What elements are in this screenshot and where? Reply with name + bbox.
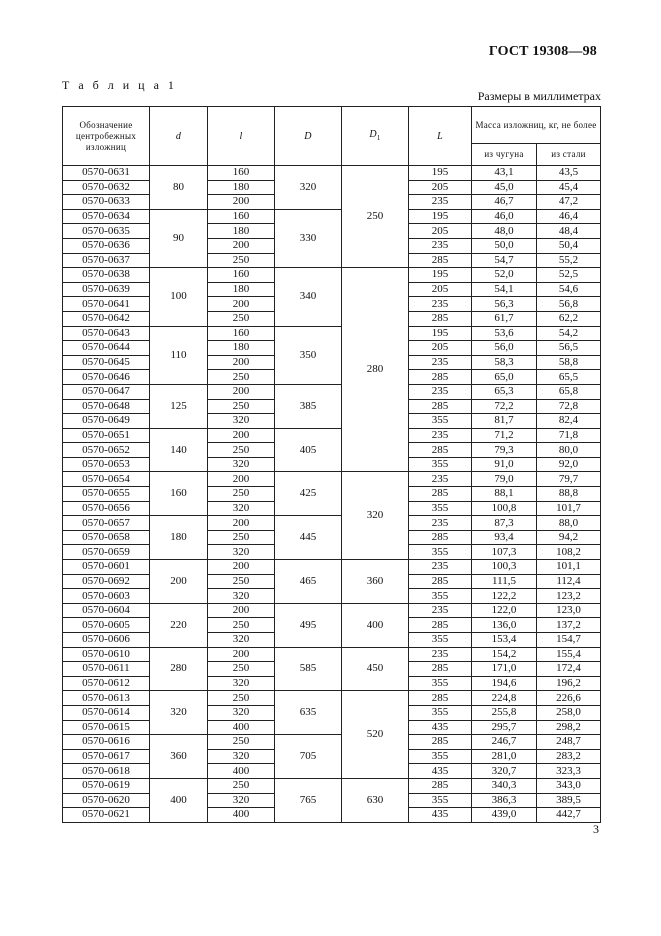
cell-L: 285 <box>409 735 472 750</box>
cell-designation: 0570-0652 <box>63 443 150 458</box>
cell-designation: 0570-0613 <box>63 691 150 706</box>
cell-mass-steel: 56,5 <box>537 341 601 356</box>
cell-designation: 0570-0692 <box>63 574 150 589</box>
dimensions-table <box>62 106 601 823</box>
cell-mass-iron: 43,1 <box>472 166 537 181</box>
cell-mass-iron: 45,0 <box>472 180 537 195</box>
header-D1 <box>342 107 409 166</box>
cell-designation: 0570-0618 <box>63 764 150 779</box>
cell-designation: 0570-0614 <box>63 705 150 720</box>
cell-L: 205 <box>409 282 472 297</box>
table-row <box>63 691 601 706</box>
cell-mass-steel: 88,8 <box>537 487 601 502</box>
cell-mass-iron: 56,3 <box>472 297 537 312</box>
cell-mass-steel: 48,4 <box>537 224 601 239</box>
cell-L: 235 <box>409 472 472 487</box>
cell-l: 200 <box>208 384 275 399</box>
cell-mass-steel: 283,2 <box>537 749 601 764</box>
cell-l: 200 <box>208 647 275 662</box>
cell-mass-iron: 53,6 <box>472 326 537 341</box>
cell-L: 355 <box>409 589 472 604</box>
cell-l: 320 <box>208 705 275 720</box>
cell-d: 90 <box>150 209 208 267</box>
cell-mass-steel: 101,7 <box>537 501 601 516</box>
header-D: D <box>275 107 342 166</box>
cell-L: 195 <box>409 326 472 341</box>
cell-D: 340 <box>275 268 342 326</box>
cell-l: 250 <box>208 311 275 326</box>
cell-l: 200 <box>208 428 275 443</box>
cell-designation: 0570-0641 <box>63 297 150 312</box>
cell-mass-steel: 62,2 <box>537 311 601 326</box>
cell-designation: 0570-0632 <box>63 180 150 195</box>
cell-l: 250 <box>208 530 275 545</box>
cell-L: 205 <box>409 180 472 195</box>
cell-L: 285 <box>409 311 472 326</box>
cell-designation: 0570-0638 <box>63 268 150 283</box>
cell-D1: 400 <box>342 603 409 647</box>
cell-designation: 0570-0606 <box>63 633 150 648</box>
cell-L: 235 <box>409 603 472 618</box>
table-row <box>63 647 601 662</box>
cell-mass-iron: 136,0 <box>472 618 537 633</box>
cell-D1: 250 <box>342 166 409 268</box>
cell-L: 285 <box>409 530 472 545</box>
cell-mass-steel: 55,2 <box>537 253 601 268</box>
cell-mass-iron: 91,0 <box>472 457 537 472</box>
cell-L: 435 <box>409 764 472 779</box>
cell-mass-iron: 88,1 <box>472 487 537 502</box>
table-row <box>63 735 601 750</box>
cell-L: 355 <box>409 749 472 764</box>
cell-d: 100 <box>150 268 208 326</box>
page-number: 3 <box>593 822 599 836</box>
cell-l: 200 <box>208 195 275 210</box>
cell-l: 250 <box>208 735 275 750</box>
cell-l: 250 <box>208 253 275 268</box>
cell-l: 320 <box>208 457 275 472</box>
cell-designation: 0570-0612 <box>63 676 150 691</box>
cell-mass-iron: 107,3 <box>472 545 537 560</box>
cell-mass-steel: 172,4 <box>537 662 601 677</box>
cell-l: 320 <box>208 749 275 764</box>
cell-L: 285 <box>409 574 472 589</box>
cell-mass-steel: 248,7 <box>537 735 601 750</box>
cell-mass-steel: 72,8 <box>537 399 601 414</box>
cell-mass-iron: 50,0 <box>472 238 537 253</box>
cell-mass-steel: 52,5 <box>537 268 601 283</box>
cell-d: 80 <box>150 166 208 210</box>
header-mass-iron: из чугуна <box>472 144 537 166</box>
cell-l: 180 <box>208 224 275 239</box>
cell-D1: 520 <box>342 691 409 779</box>
cell-mass-iron: 439,0 <box>472 808 537 823</box>
cell-d: 360 <box>150 735 208 779</box>
cell-mass-steel: 47,2 <box>537 195 601 210</box>
cell-L: 355 <box>409 705 472 720</box>
cell-designation: 0570-0655 <box>63 487 150 502</box>
cell-designation: 0570-0633 <box>63 195 150 210</box>
cell-mass-iron: 65,0 <box>472 370 537 385</box>
cell-l: 250 <box>208 778 275 793</box>
cell-designation: 0570-0646 <box>63 370 150 385</box>
cell-mass-iron: 320,7 <box>472 764 537 779</box>
table-row <box>63 560 601 575</box>
cell-D1: 360 <box>342 560 409 604</box>
cell-l: 200 <box>208 516 275 531</box>
cell-d: 200 <box>150 560 208 604</box>
cell-mass-iron: 122,2 <box>472 589 537 604</box>
cell-designation: 0570-0605 <box>63 618 150 633</box>
cell-mass-iron: 100,8 <box>472 501 537 516</box>
cell-D1: 280 <box>342 268 409 472</box>
cell-L: 285 <box>409 662 472 677</box>
cell-mass-iron: 295,7 <box>472 720 537 735</box>
cell-mass-steel: 65,8 <box>537 384 601 399</box>
cell-l: 320 <box>208 501 275 516</box>
cell-L: 235 <box>409 297 472 312</box>
header-designation: Обозначение центробежных изложниц <box>63 107 150 166</box>
cell-L: 435 <box>409 808 472 823</box>
cell-L: 235 <box>409 428 472 443</box>
cell-L: 285 <box>409 691 472 706</box>
cell-D: 385 <box>275 384 342 428</box>
cell-mass-iron: 194,6 <box>472 676 537 691</box>
cell-l: 250 <box>208 399 275 414</box>
cell-mass-iron: 61,7 <box>472 311 537 326</box>
cell-l: 200 <box>208 355 275 370</box>
table-label: Т а б л и ц а 1 <box>62 78 177 92</box>
cell-d: 400 <box>150 778 208 822</box>
table-row <box>63 326 601 341</box>
cell-designation: 0570-0658 <box>63 530 150 545</box>
cell-L: 235 <box>409 647 472 662</box>
cell-D: 635 <box>275 691 342 735</box>
cell-L: 285 <box>409 399 472 414</box>
cell-designation: 0570-0647 <box>63 384 150 399</box>
cell-L: 195 <box>409 209 472 224</box>
cell-l: 180 <box>208 180 275 195</box>
cell-l: 400 <box>208 720 275 735</box>
cell-designation: 0570-0619 <box>63 778 150 793</box>
cell-designation: 0570-0645 <box>63 355 150 370</box>
cell-designation: 0570-0601 <box>63 560 150 575</box>
units-note: Размеры в миллиметрах <box>477 89 601 103</box>
cell-designation: 0570-0620 <box>63 793 150 808</box>
cell-D: 405 <box>275 428 342 472</box>
cell-mass-steel: 94,2 <box>537 530 601 545</box>
cell-l: 250 <box>208 691 275 706</box>
cell-mass-steel: 56,8 <box>537 297 601 312</box>
standard-code: ГОСТ 19308—98 <box>488 44 597 59</box>
cell-mass-iron: 54,1 <box>472 282 537 297</box>
cell-l: 200 <box>208 472 275 487</box>
cell-D: 320 <box>275 166 342 210</box>
cell-mass-steel: 155,4 <box>537 647 601 662</box>
header-l: l <box>208 107 275 166</box>
cell-D: 350 <box>275 326 342 384</box>
cell-mass-steel: 154,7 <box>537 633 601 648</box>
cell-l: 160 <box>208 209 275 224</box>
cell-mass-steel: 43,5 <box>537 166 601 181</box>
cell-d: 320 <box>150 691 208 735</box>
cell-l: 320 <box>208 676 275 691</box>
cell-mass-steel: 54,6 <box>537 282 601 297</box>
cell-d: 220 <box>150 603 208 647</box>
cell-designation: 0570-0635 <box>63 224 150 239</box>
cell-D: 585 <box>275 647 342 691</box>
cell-mass-iron: 46,7 <box>472 195 537 210</box>
cell-mass-iron: 154,2 <box>472 647 537 662</box>
cell-l: 250 <box>208 487 275 502</box>
cell-D1: 320 <box>342 472 409 560</box>
cell-designation: 0570-0615 <box>63 720 150 735</box>
cell-mass-iron: 246,7 <box>472 735 537 750</box>
cell-l: 320 <box>208 633 275 648</box>
cell-D: 705 <box>275 735 342 779</box>
cell-D1: 630 <box>342 778 409 822</box>
cell-designation: 0570-0651 <box>63 428 150 443</box>
cell-designation: 0570-0653 <box>63 457 150 472</box>
cell-mass-steel: 323,3 <box>537 764 601 779</box>
cell-d: 110 <box>150 326 208 384</box>
cell-l: 250 <box>208 370 275 385</box>
cell-L: 435 <box>409 720 472 735</box>
cell-L: 355 <box>409 501 472 516</box>
cell-L: 235 <box>409 560 472 575</box>
cell-mass-iron: 153,4 <box>472 633 537 648</box>
cell-mass-steel: 65,5 <box>537 370 601 385</box>
cell-mass-iron: 81,7 <box>472 414 537 429</box>
cell-mass-iron: 93,4 <box>472 530 537 545</box>
cell-L: 285 <box>409 778 472 793</box>
cell-L: 195 <box>409 268 472 283</box>
cell-mass-iron: 46,0 <box>472 209 537 224</box>
cell-mass-steel: 80,0 <box>537 443 601 458</box>
cell-L: 205 <box>409 224 472 239</box>
cell-designation: 0570-0610 <box>63 647 150 662</box>
cell-mass-steel: 442,7 <box>537 808 601 823</box>
table-row <box>63 209 601 224</box>
cell-designation: 0570-0634 <box>63 209 150 224</box>
cell-l: 320 <box>208 589 275 604</box>
cell-mass-iron: 79,3 <box>472 443 537 458</box>
cell-L: 235 <box>409 195 472 210</box>
cell-mass-iron: 224,8 <box>472 691 537 706</box>
cell-mass-iron: 72,2 <box>472 399 537 414</box>
cell-l: 200 <box>208 297 275 312</box>
table-row <box>63 778 601 793</box>
cell-designation: 0570-0639 <box>63 282 150 297</box>
table-row <box>63 516 601 531</box>
cell-designation: 0570-0654 <box>63 472 150 487</box>
cell-mass-steel: 298,2 <box>537 720 601 735</box>
cell-designation: 0570-0649 <box>63 414 150 429</box>
cell-mass-iron: 52,0 <box>472 268 537 283</box>
header-mass-steel: из стали <box>537 144 601 166</box>
cell-L: 285 <box>409 618 472 633</box>
cell-L: 235 <box>409 355 472 370</box>
cell-l: 250 <box>208 618 275 633</box>
cell-designation: 0570-0642 <box>63 311 150 326</box>
cell-mass-steel: 54,2 <box>537 326 601 341</box>
cell-L: 235 <box>409 238 472 253</box>
header-D1-letter: D <box>369 128 377 140</box>
cell-d: 140 <box>150 428 208 472</box>
cell-l: 320 <box>208 414 275 429</box>
cell-l: 320 <box>208 545 275 560</box>
cell-mass-steel: 123,0 <box>537 603 601 618</box>
cell-mass-iron: 56,0 <box>472 341 537 356</box>
cell-mass-steel: 71,8 <box>537 428 601 443</box>
cell-L: 235 <box>409 384 472 399</box>
table-row <box>63 384 601 399</box>
cell-designation: 0570-0656 <box>63 501 150 516</box>
cell-L: 355 <box>409 633 472 648</box>
cell-mass-steel: 123,2 <box>537 589 601 604</box>
cell-D: 445 <box>275 516 342 560</box>
cell-D: 425 <box>275 472 342 516</box>
cell-l: 200 <box>208 560 275 575</box>
cell-mass-iron: 386,3 <box>472 793 537 808</box>
cell-mass-steel: 58,8 <box>537 355 601 370</box>
table-row <box>63 166 601 181</box>
header-d: d <box>150 107 208 166</box>
cell-D: 495 <box>275 603 342 647</box>
cell-designation: 0570-0659 <box>63 545 150 560</box>
table-row <box>63 472 601 487</box>
cell-d: 280 <box>150 647 208 691</box>
cell-designation: 0570-0636 <box>63 238 150 253</box>
cell-mass-iron: 65,3 <box>472 384 537 399</box>
cell-mass-steel: 45,4 <box>537 180 601 195</box>
cell-L: 195 <box>409 166 472 181</box>
cell-L: 285 <box>409 253 472 268</box>
cell-L: 285 <box>409 443 472 458</box>
cell-d: 180 <box>150 516 208 560</box>
cell-l: 180 <box>208 282 275 297</box>
cell-l: 200 <box>208 603 275 618</box>
table-body <box>63 166 601 823</box>
cell-l: 160 <box>208 268 275 283</box>
cell-mass-steel: 343,0 <box>537 778 601 793</box>
cell-designation: 0570-0604 <box>63 603 150 618</box>
cell-D: 330 <box>275 209 342 267</box>
cell-L: 285 <box>409 487 472 502</box>
table-row <box>63 428 601 443</box>
cell-designation: 0570-0644 <box>63 341 150 356</box>
cell-mass-steel: 88,0 <box>537 516 601 531</box>
cell-l: 180 <box>208 341 275 356</box>
cell-d: 125 <box>150 384 208 428</box>
cell-L: 235 <box>409 516 472 531</box>
cell-L: 355 <box>409 676 472 691</box>
cell-mass-iron: 48,0 <box>472 224 537 239</box>
cell-l: 200 <box>208 238 275 253</box>
cell-l: 250 <box>208 443 275 458</box>
cell-L: 355 <box>409 793 472 808</box>
cell-l: 400 <box>208 808 275 823</box>
cell-mass-steel: 226,6 <box>537 691 601 706</box>
cell-mass-iron: 340,3 <box>472 778 537 793</box>
cell-mass-iron: 111,5 <box>472 574 537 589</box>
cell-mass-steel: 79,7 <box>537 472 601 487</box>
cell-l: 160 <box>208 166 275 181</box>
cell-D1: 450 <box>342 647 409 691</box>
cell-mass-steel: 196,2 <box>537 676 601 691</box>
table-row <box>63 603 601 618</box>
cell-mass-iron: 100,3 <box>472 560 537 575</box>
header-L: L <box>409 107 472 166</box>
cell-l: 320 <box>208 793 275 808</box>
cell-L: 355 <box>409 414 472 429</box>
cell-mass-iron: 122,0 <box>472 603 537 618</box>
cell-designation: 0570-0616 <box>63 735 150 750</box>
cell-mass-steel: 389,5 <box>537 793 601 808</box>
cell-mass-steel: 101,1 <box>537 560 601 575</box>
cell-mass-iron: 71,2 <box>472 428 537 443</box>
cell-designation: 0570-0657 <box>63 516 150 531</box>
cell-l: 160 <box>208 326 275 341</box>
cell-mass-iron: 54,7 <box>472 253 537 268</box>
cell-designation: 0570-0643 <box>63 326 150 341</box>
cell-mass-iron: 58,3 <box>472 355 537 370</box>
cell-mass-iron: 87,3 <box>472 516 537 531</box>
cell-mass-steel: 108,2 <box>537 545 601 560</box>
cell-L: 285 <box>409 370 472 385</box>
cell-mass-steel: 137,2 <box>537 618 601 633</box>
cell-L: 355 <box>409 457 472 472</box>
cell-L: 355 <box>409 545 472 560</box>
cell-designation: 0570-0611 <box>63 662 150 677</box>
cell-D: 765 <box>275 778 342 822</box>
cell-d: 160 <box>150 472 208 516</box>
cell-l: 250 <box>208 574 275 589</box>
cell-designation: 0570-0617 <box>63 749 150 764</box>
cell-designation: 0570-0631 <box>63 166 150 181</box>
cell-designation: 0570-0621 <box>63 808 150 823</box>
cell-mass-iron: 79,0 <box>472 472 537 487</box>
cell-L: 205 <box>409 341 472 356</box>
cell-mass-steel: 258,0 <box>537 705 601 720</box>
cell-mass-iron: 255,8 <box>472 705 537 720</box>
cell-mass-iron: 171,0 <box>472 662 537 677</box>
table-row <box>63 268 601 283</box>
cell-designation: 0570-0637 <box>63 253 150 268</box>
cell-mass-iron: 281,0 <box>472 749 537 764</box>
cell-mass-steel: 50,4 <box>537 238 601 253</box>
cell-l: 400 <box>208 764 275 779</box>
header-mass: Масса изложниц, кг, не более <box>472 107 601 144</box>
cell-mass-steel: 112,4 <box>537 574 601 589</box>
cell-D: 465 <box>275 560 342 604</box>
cell-mass-steel: 46,4 <box>537 209 601 224</box>
header-D1-subscript: 1 <box>376 133 381 142</box>
cell-designation: 0570-0603 <box>63 589 150 604</box>
cell-mass-steel: 82,4 <box>537 414 601 429</box>
cell-mass-steel: 92,0 <box>537 457 601 472</box>
cell-l: 250 <box>208 662 275 677</box>
cell-designation: 0570-0648 <box>63 399 150 414</box>
